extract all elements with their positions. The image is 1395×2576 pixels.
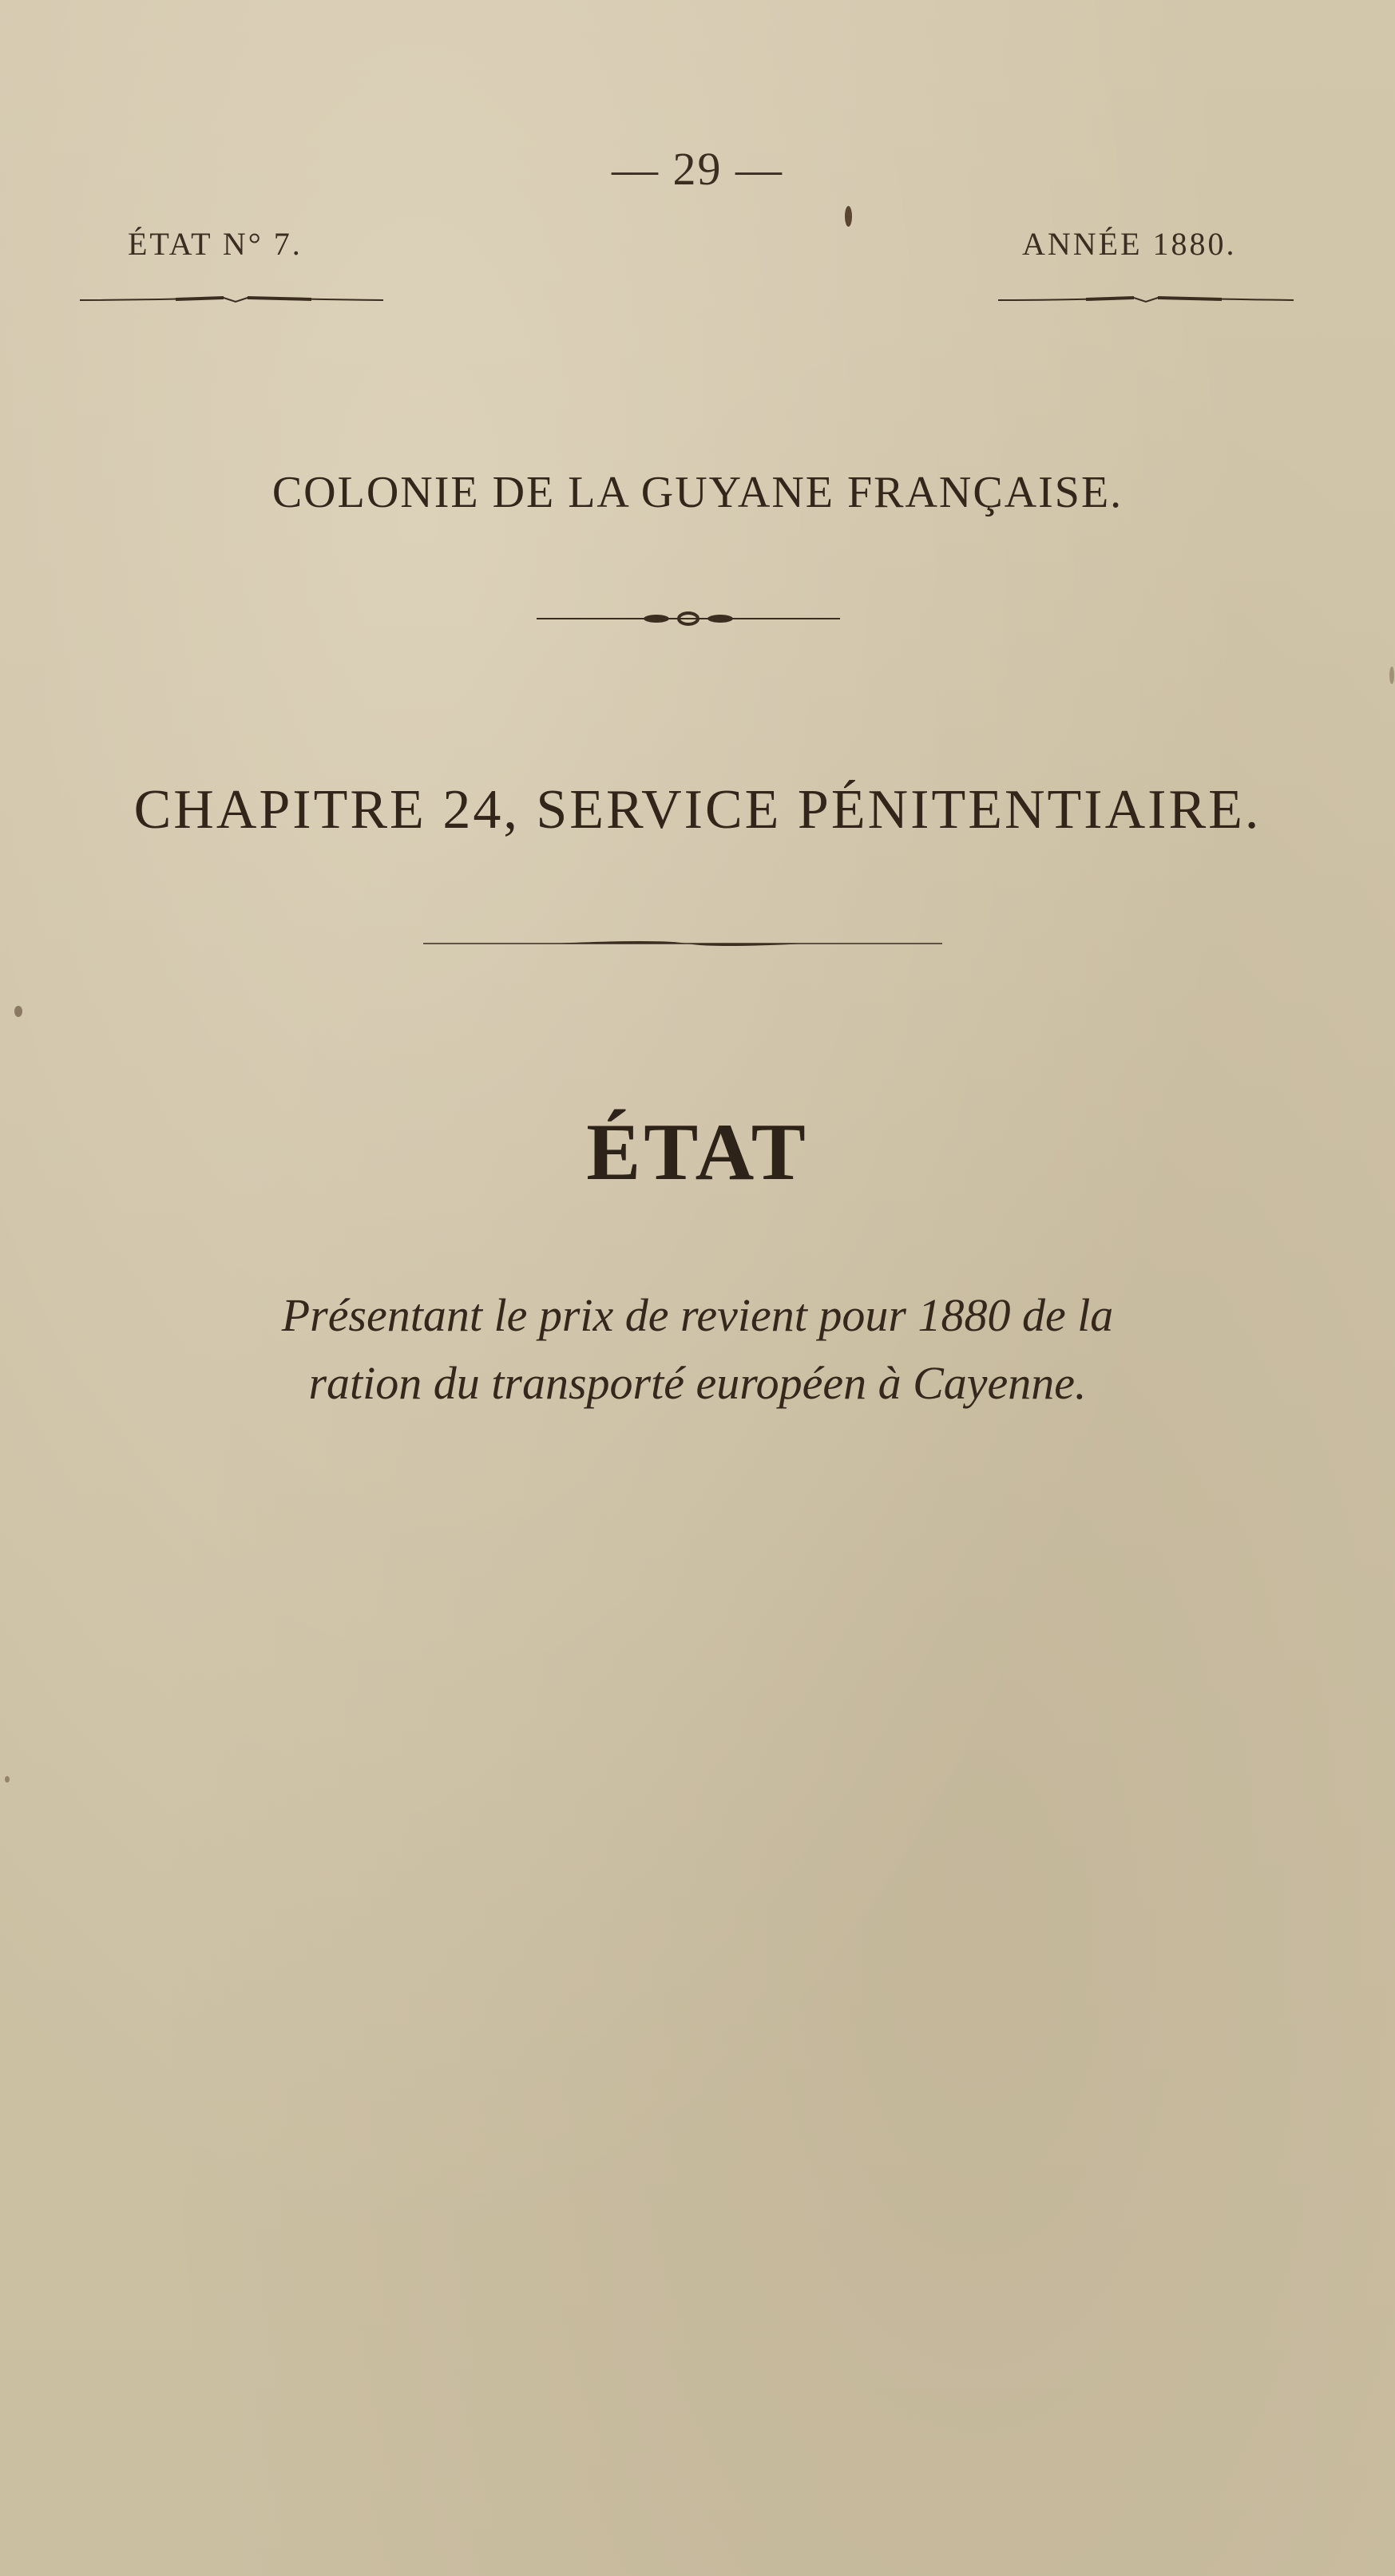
ink-speck	[14, 1006, 22, 1017]
center-ornament-rule	[537, 611, 840, 627]
header-right-rule-ornament	[998, 295, 1294, 303]
document-subtitle	[104, 1281, 1291, 1417]
colony-title: COLONIE DE LA GUYANE FRANÇAISE.	[271, 468, 1124, 517]
year-header: ANNÉE 1880.	[1022, 226, 1237, 262]
subtitle-line-1: Présentant le prix de revient pour 1880 de la	[281, 1289, 1114, 1341]
ink-speck	[5, 1776, 10, 1783]
chapter-title: CHAPITRE 24, SERVICE PÉNITENTIAIRE.	[133, 779, 1262, 841]
ink-speck	[845, 206, 852, 227]
ink-speck	[1389, 667, 1394, 684]
document-title: ÉTAT	[586, 1107, 809, 1197]
state-number-header: ÉTAT N° 7.	[128, 226, 303, 262]
header-left-rule-ornament	[80, 295, 383, 303]
page-number: — 29 —	[612, 143, 783, 195]
subtitle-line-2: ration du transporté européen à Cayenne.	[308, 1357, 1087, 1409]
chapter-rule-ornament	[423, 938, 942, 949]
